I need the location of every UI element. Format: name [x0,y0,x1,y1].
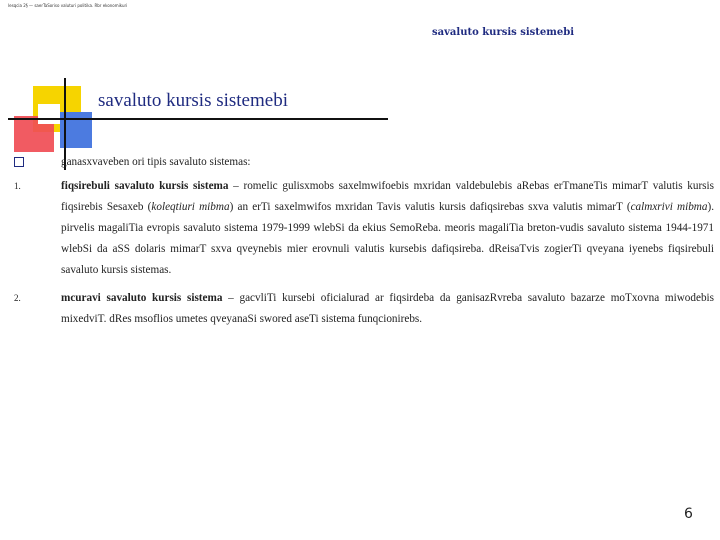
intro-text: ganasxvaveben ori tipis savaluto sistemas: [61,156,251,168]
item-term: mcuravi savaluto kursis sistema [61,292,223,304]
item-italic: koleqtiuri mibma [151,201,230,213]
item-text-middle: ) an erTi saxelmwifos mxridan Tavis valutis kursis dafiqsirebas sxva valutis mimarT ( [229,201,631,213]
top-right-title: savaluto kursis sistemebi [432,27,575,38]
item-text: – romelic gulisxmobs saxelmwifoebis mxridan valdebulebis aRebas erTmaneTis mimarT valutis kursis fiqsirebis Sesaxeb ( [61,180,714,213]
item-number: 1. [14,181,21,191]
item-term: fiqsirebuli savaluto kursis sistema [61,180,229,192]
decorative-horizontal-line [8,118,388,120]
slide-number: 6 [684,506,693,522]
list-item [14,176,714,281]
list-item [14,288,714,330]
square-bullet-icon [14,157,24,167]
item-number: 2. [14,293,21,303]
item-text: – gacvliTi kursebi oficialurad ar fiqsirdeba da ganisazRvreba savaluto bazarze moTxovna miwodebis mixedviT. dRes msoflios umetes qveyanaSi swored aseTi sistema funqcionirebs. [61,292,714,325]
intro-bullet [14,152,714,173]
item-text-after: ). pirvelis magaliTia evropis savaluto sistema 1979-1999 wlebSi da ekius SemoReba. meoris magaliTia breton-vudis savaluto sistema 1944-1971 wlebSi da aSS dolaris mimarT sxva qveynebis mier erovnuli valutis kursebis dafiqsireba. dReisaTvis zogierTi qveyana iyenebs fiqsirebuli savaluto kursis sistemas. [61,201,715,276]
header-note: lesqcia 2§ — saerTaSoriso valuturi politika. Rbr ekonomikuri [8,3,128,8]
decorative-white-square [38,104,60,124]
item-italic-2: calmxrivi mibma [630,201,708,213]
slide-content [14,152,714,330]
slide-title: savaluto kursis sistemebi [98,90,288,111]
